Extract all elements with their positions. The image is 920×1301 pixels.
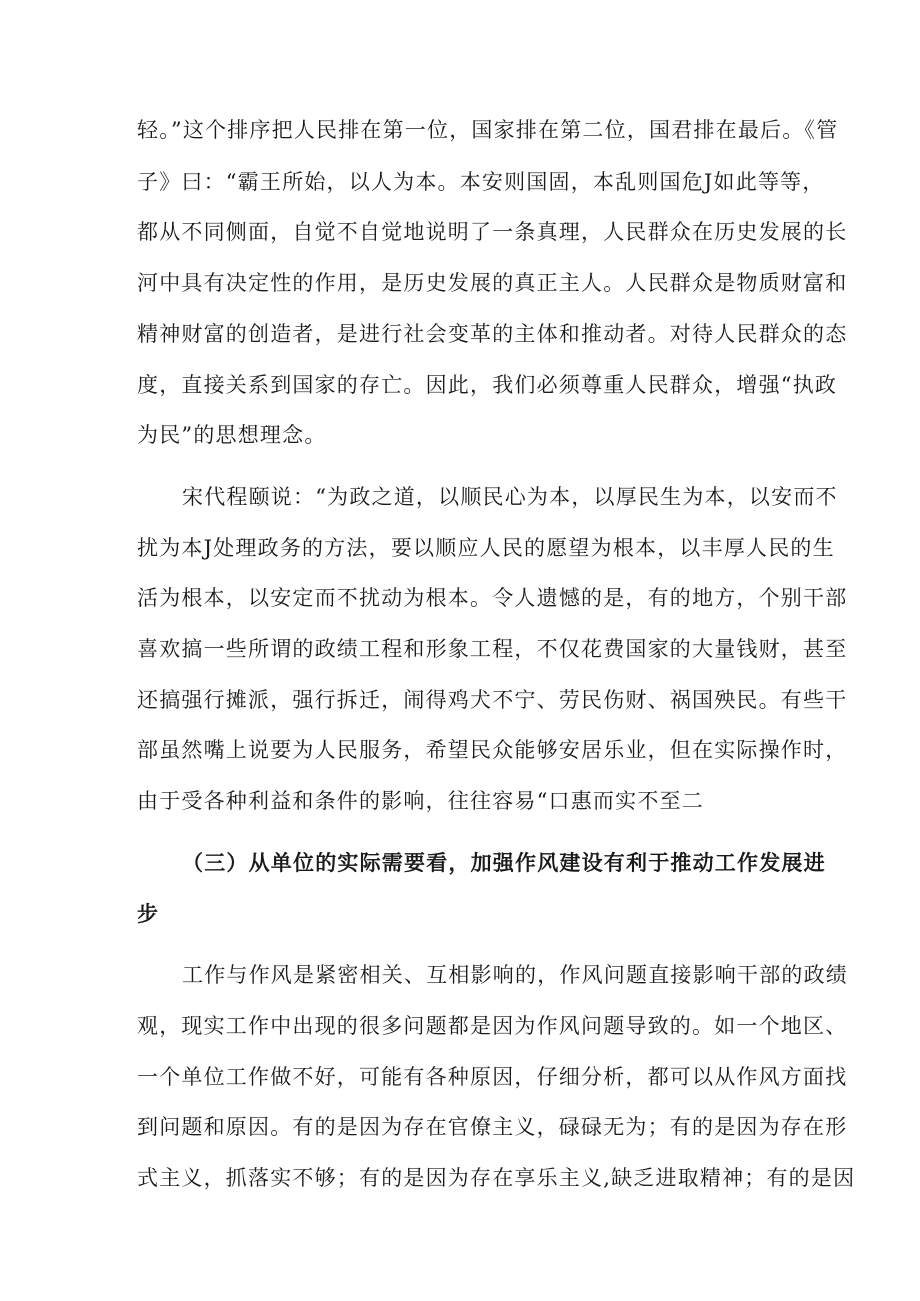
text-line: 活为根本，以安定而不扰动为根本。令人遗憾的是，有的地方，个别干部: [137, 586, 848, 610]
text-line: 河中具有决定性的作用，是历史发展的真正主人。人民群众是物质财富和: [137, 271, 848, 295]
heading-line: 步: [137, 901, 160, 926]
text-line: 扰为本J处理政务的方法，要以顺应人民的愿望为根本，以丰厚人民的生: [137, 536, 835, 560]
text-line: 式主义，抓落实不够；有的是因为存在享乐主义,缺乏进取精神；有的是因: [137, 1166, 856, 1190]
text-line: 精神财富的创造者，是进行社会变革的主体和推动者。对待人民群众的态: [137, 322, 848, 346]
text-line: 还搞强行摊派，强行拆迁，闹得鸡犬不宁、劳民伤财、祸国殃民。有些干: [137, 688, 848, 712]
text-line: 宋代程颐说：“为政之道，以顺民心为本，以厚民生为本，以安而不: [182, 485, 838, 509]
text-line: 喜欢搞一些所谓的政绩工程和形象工程，不仅花费国家的大量钱财，甚至: [137, 637, 848, 661]
text-line: 部虽然嘴上说要为人民服务，希望民众能够安居乐业，但在实际操作时，: [137, 738, 848, 762]
text-line: 到问题和原因。有的是因为存在官僚主义，碌碌无为；有的是因为存在形: [137, 1115, 848, 1139]
text-line: 度，直接关系到国家的存亡。因此，我们必须尊重人民群众，增强“执政: [137, 373, 838, 397]
text-line: 为民”的思想理念。: [137, 423, 327, 447]
text-line: 由于受各种利益和条件的影响，往往容易“口惠而实不至二: [137, 789, 704, 813]
text-line: 观，现实工作中出现的很多问题都是因为作风问题导致的。如一个地区、: [137, 1014, 848, 1038]
text-line: 都从不同侧面，自觉不自觉地说明了一条真理，人民群众在历史发展的长: [137, 220, 848, 244]
text-line: 工作与作风是紧密相关、互相影响的，作风问题直接影响干部的政绩: [182, 963, 848, 987]
text-line: 轻。”这个排序把人民排在第一位，国家排在第二位，国君排在最后。《管: [137, 118, 839, 142]
text-line: 一个单位工作做不好，可能有各种原因，仔细分析，都可以从作风方面找: [137, 1065, 848, 1089]
text-line: 子》曰：“霸王所始，以人为本。本安则国固，本乱则国危J如此等等，: [137, 170, 825, 194]
heading-line: （三）从单位的实际需要看，加强作风建设有利于推动工作发展进: [182, 850, 826, 875]
